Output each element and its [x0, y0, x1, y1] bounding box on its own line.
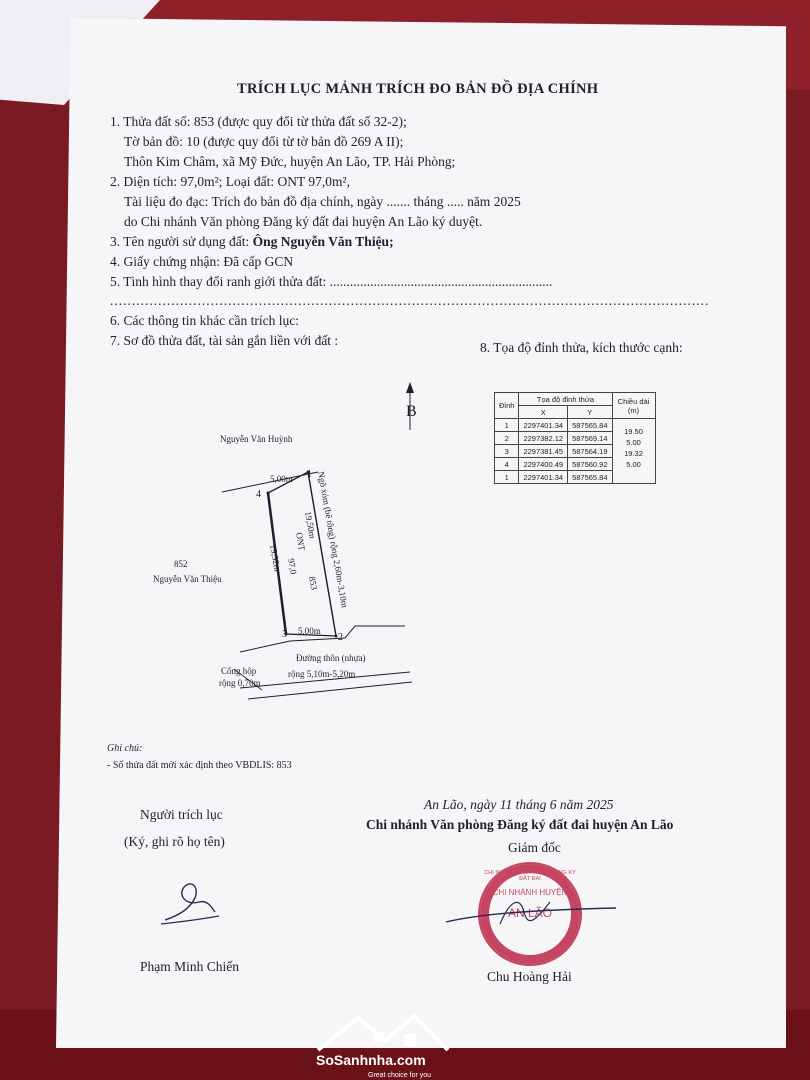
right-signature — [440, 890, 620, 940]
cell-y: 587564.19 — [568, 445, 612, 458]
cell-y: 587569.14 — [568, 432, 612, 445]
coordinates-heading: 8. Tọa độ đỉnh thửa, kích thước cạnh: — [480, 340, 683, 355]
vertex-1: 1 — [307, 469, 312, 480]
header-coordinates: Tọa độ đỉnh thửa — [519, 393, 612, 406]
cell-point: 2 — [495, 432, 519, 445]
owner-name: Ông Nguyễn Văn Thiệu; — [252, 234, 394, 249]
cell-y: 587565.84 — [568, 419, 612, 432]
lane-label: Ngõ xóm (bê tông) rộng 2,60m-3,10m — [316, 470, 350, 609]
right-signer-name: Chu Hoàng Hải — [487, 969, 572, 984]
north-arrow-icon — [406, 382, 414, 393]
road-label: Đường thôn (nhựa) — [296, 653, 366, 663]
top-edge-length: 5,00m — [270, 474, 293, 484]
length-2: 5.00 — [626, 438, 641, 447]
left-signer-name: Phạm Minh Chiến — [140, 959, 240, 974]
parcel-area: 97,0 — [286, 557, 299, 575]
survey-doc-line: Tài liệu đo đạc: Trích đo bản đồ địa chính, ngày ....... tháng ..... năm 2025 — [124, 194, 521, 209]
diagram-heading: 7. Sơ đồ thửa đất, tài sản gắn liền với đất : — [110, 333, 339, 348]
map-sheet-line: Tờ bản đồ: 10 (được quy đổi từ tờ bản đồ 269 A II); — [124, 134, 404, 149]
house-logo-icon — [308, 1010, 458, 1054]
left-edge-length: 19,32m — [268, 543, 283, 573]
cell-lengths — [612, 419, 655, 484]
cell-x: 2297381.45 — [519, 445, 568, 458]
culvert-width-label: rộng 0,70m — [219, 678, 261, 688]
length-4: 5.00 — [626, 460, 641, 469]
cell-x: 2297401.34 — [519, 419, 568, 432]
sign-date: An Lão, ngày 11 tháng 6 năm 2025 — [424, 797, 614, 812]
cell-point: 1 — [495, 419, 519, 432]
header-y: Y — [568, 406, 612, 419]
boundary-change-line: 5. Tình hình thay đổi ranh giới thửa đất: .................................................................. — [110, 274, 553, 289]
stamp-city-text: AN LÃO — [507, 906, 552, 920]
parcel-number-line: 1. Thửa đất số: 853 (được quy đổi từ thửa đất số 32-2); — [110, 114, 407, 129]
right-edge-length: 19,50m — [303, 510, 318, 540]
approval-line: do Chi nhánh Văn phòng Đăng ký đất đai huyện An Lão ký duyệt. — [124, 214, 483, 229]
road-width-label: rộng 5,10m-5,20m — [288, 669, 356, 679]
document-title: TRÍCH LỤC MẢNH TRÍCH ĐO BẢN ĐỒ ĐỊA CHÍNH — [237, 81, 599, 97]
right-signer-role: Giám đốc — [508, 840, 561, 855]
owner-label: 3. Tên người sử dụng đất: — [110, 234, 250, 249]
left-signer-role: Người trích lục — [140, 807, 223, 822]
parcel-852-label: 852 — [174, 559, 188, 569]
notes-heading: Ghi chú: — [107, 743, 143, 754]
address-line: Thôn Kim Châm, xã Mỹ Đức, huyện An Lão, TP. Hải Phòng; — [124, 154, 456, 169]
cell-point: 4 — [495, 458, 519, 471]
watermark — [280, 1010, 480, 1080]
vertex-4: 4 — [256, 489, 261, 500]
bottom-edge-length: 5,00m — [298, 626, 321, 636]
watermark-name: SoSanhnha.com — [316, 1052, 426, 1068]
header-length: Chiều dài (m) — [612, 393, 655, 419]
left-signature — [155, 872, 225, 930]
cell-y: 587560.92 — [568, 458, 612, 471]
notes-line: - Số thửa đất mới xác định theo VBDLIS: 853 — [107, 760, 292, 771]
vertex-3: 3 — [282, 629, 287, 640]
owner-top-label: Nguyễn Văn Huỳnh — [220, 434, 293, 444]
header-x: X — [519, 406, 568, 419]
cell-point: 1 — [495, 471, 519, 484]
area-line: 2. Diện tích: 97,0m²; Loại đất: ONT 97,0m², — [110, 174, 350, 189]
stamp-mid-text: CHI NHÁNH HUYỆN — [492, 888, 568, 897]
parcel-852-owner: Nguyễn Văn Thiệu — [153, 574, 222, 584]
road-top-line — [240, 626, 405, 652]
table-row — [495, 419, 656, 432]
cell-x: 2297382.12 — [519, 432, 568, 445]
length-3: 19.32 — [624, 449, 643, 458]
other-info-line: 6. Các thông tin khác cần trích lục: — [110, 313, 299, 328]
watermark-tagline: Great choice for you — [368, 1072, 432, 1079]
boundary-change-dots: ......................................................................................................................................... — [110, 293, 710, 308]
coordinates-table — [494, 392, 656, 484]
certificate-line: 4. Giấy chứng nhận: Đã cấp GCN — [110, 254, 294, 269]
length-1: 19.50 — [624, 427, 643, 436]
table-header-row — [495, 393, 656, 406]
parcel-number: 853 — [307, 575, 320, 591]
left-signer-hint: (Ký, ghi rõ họ tên) — [124, 834, 225, 849]
stamp-ring-text: CHI NHÁNH VĂN PHÒNG ĐĂNG KÝ ĐẤT ĐAI — [484, 870, 576, 882]
cell-x: 2297401.34 — [519, 471, 568, 484]
office-name: Chi nhánh Văn phòng Đăng ký đất đai huyện An Lão — [366, 817, 674, 832]
vertex-2: 2 — [338, 632, 343, 643]
north-label: B — [406, 403, 417, 420]
cell-y: 587565.84 — [568, 471, 612, 484]
parcel-type: ONT — [294, 531, 308, 552]
header-point: Đỉnh — [495, 393, 519, 419]
cell-point: 3 — [495, 445, 519, 458]
cell-x: 2297400.49 — [519, 458, 568, 471]
culvert-label: Cống hộp — [221, 666, 257, 676]
